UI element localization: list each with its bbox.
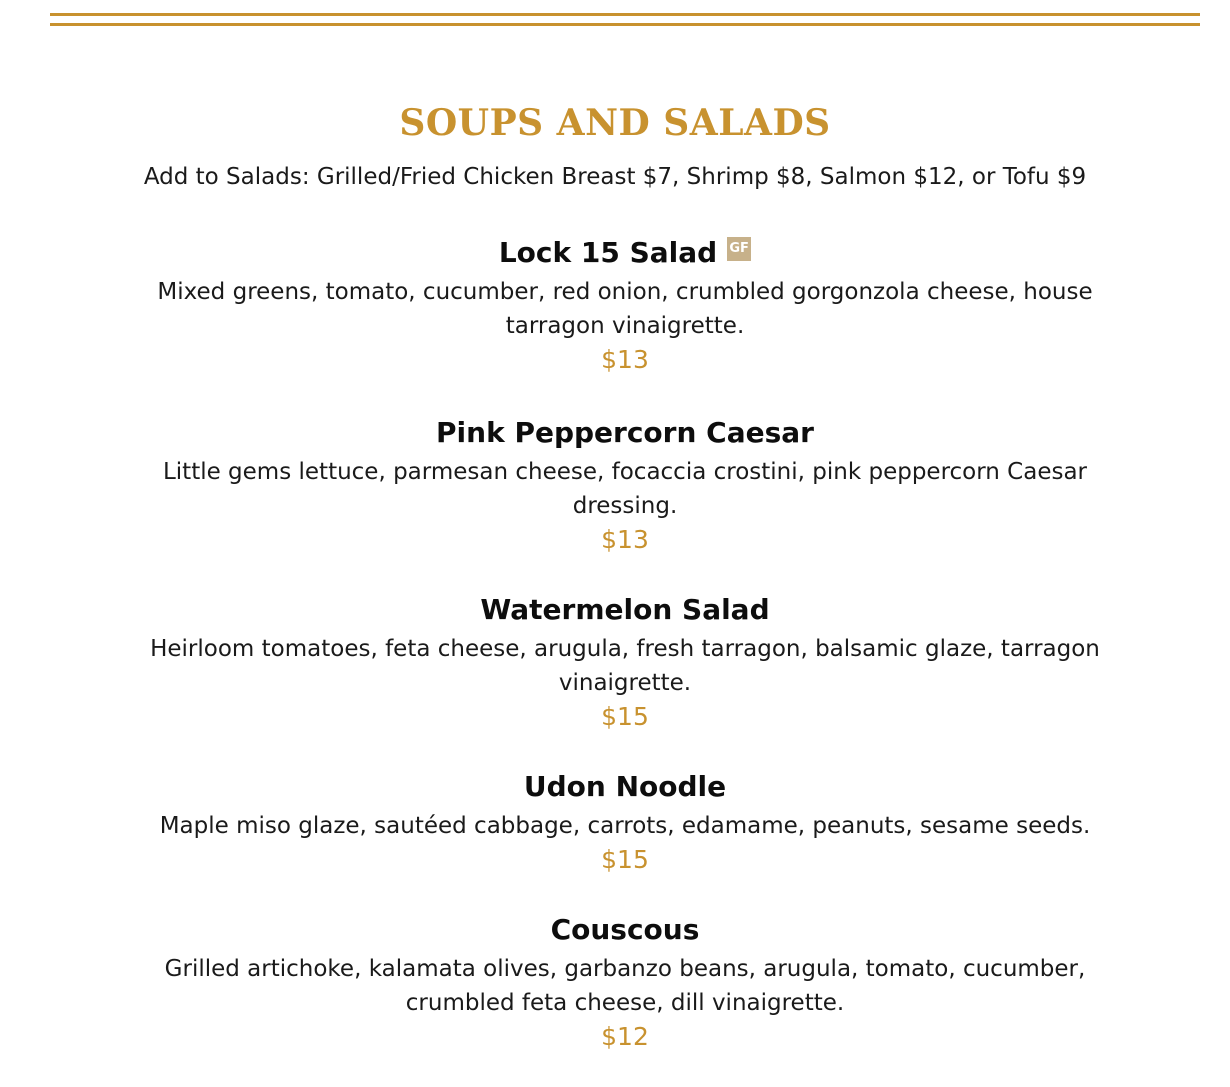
item-description: Grilled artichoke, kalamata olives, garbanzo beans, arugula, tomato, cucumber, crumbled feta cheese, dill vinaigrette. xyxy=(164,956,1086,1016)
header-rule-bottom xyxy=(50,23,1200,26)
salad-addons-note: Add to Salads: Grilled/Fried Chicken Breast $7, Shrimp $8, Salmon $12, or Tofu $9 xyxy=(143,164,1087,190)
item-price: $12 xyxy=(601,1022,649,1051)
item-price: $13 xyxy=(601,345,649,374)
item-price: $15 xyxy=(601,845,649,874)
item-description: Heirloom tomatoes, feta cheese, arugula, fresh tarragon, balsamic glaze, tarragon vinaigrette. xyxy=(150,636,1100,696)
menu-item-udon-noodle xyxy=(130,767,1120,877)
item-name: Udon Noodle xyxy=(523,770,727,803)
menu-item-pink-peppercorn-caesar xyxy=(130,413,1120,557)
item-name: Pink Peppercorn Caesar xyxy=(436,416,814,449)
menu-item-watermelon-salad xyxy=(130,590,1120,734)
item-name-row xyxy=(499,233,751,273)
item-description: Mixed greens, tomato, cucumber, red onion, crumbled gorgonzola cheese, house tarragon vinaigrette. xyxy=(157,279,1093,339)
item-description: Little gems lettuce, parmesan cheese, focaccia crostini, pink peppercorn Caesar dressing. xyxy=(162,459,1088,519)
item-price: $13 xyxy=(601,525,649,554)
gluten-free-badge-icon: GF xyxy=(727,237,751,261)
menu-item-lock-15-salad xyxy=(130,233,1120,377)
item-name: Lock 15 Salad xyxy=(498,236,718,269)
item-description: Maple miso glaze, sautéed cabbage, carrots, edamame, peanuts, sesame seeds. xyxy=(159,813,1091,839)
item-name: Watermelon Salad xyxy=(480,593,770,626)
item-name: Couscous xyxy=(550,913,700,946)
item-price: $15 xyxy=(601,702,649,731)
header-rule-top xyxy=(50,13,1200,16)
menu-item-couscous xyxy=(130,910,1120,1054)
section-title: SOUPS AND SALADS xyxy=(399,102,831,144)
